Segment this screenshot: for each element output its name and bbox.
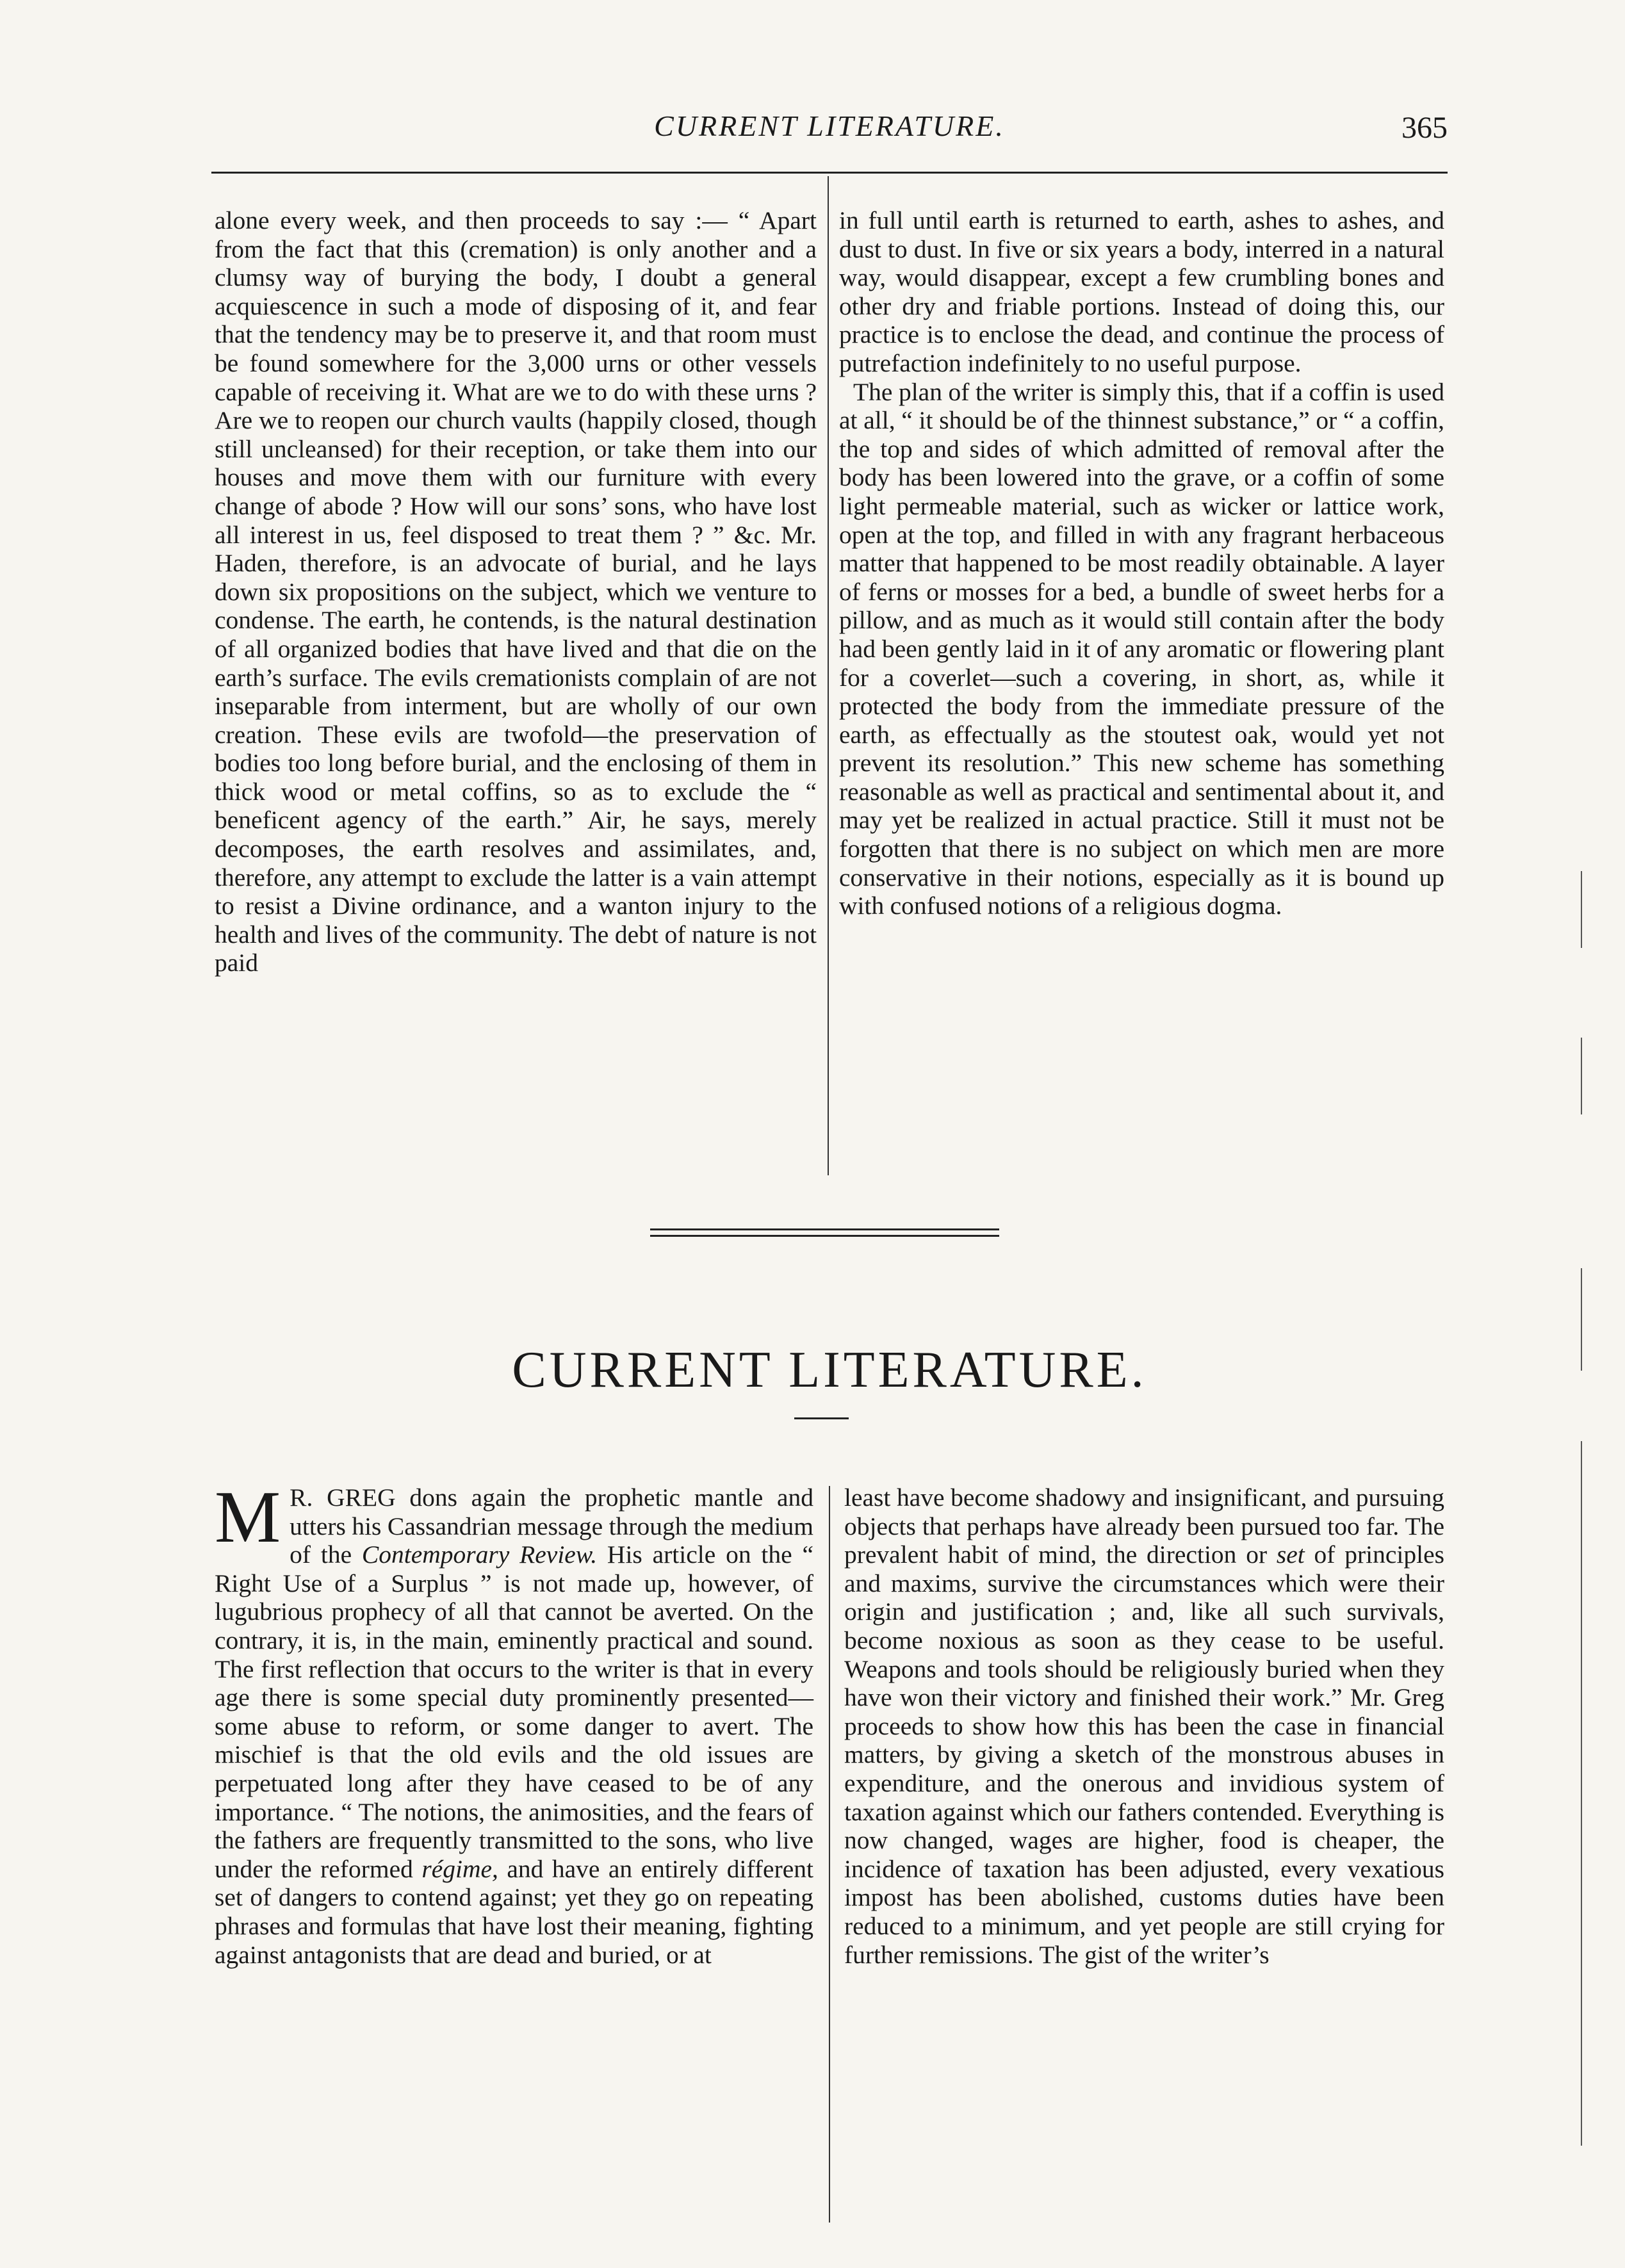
italic-term: set bbox=[1276, 1540, 1305, 1569]
header-rule bbox=[211, 172, 1448, 174]
text-run: R. GREG dons again the prophetic mantle and utters his Cassandrian message through the medium of the bbox=[290, 1483, 813, 1569]
lower-left-column bbox=[215, 1476, 813, 1969]
drop-cap: M bbox=[215, 1476, 281, 1558]
italic-term: régime, bbox=[421, 1854, 498, 1883]
text-run: of principles and maxims, survive the circumstances which were their origin and justification ; and, like all such survivals, become noxious as soon as they cease to be useful. Weapons and tools should be religiously buried when they have won their victory and finished their work.” Mr. Greg proceeds to show how this has been the case in financial matters, by giving a sketch of the monstrous abuses in expenditure, and the onerous and invidious system of taxation against which our fathers contended. Everything is now changed, wages are higher, food is cheaper, the incidence of taxation has been adjusted, every vexatious impost has been abolished, customs duties have been reduced to a minimum, and yet people are still crying for further remissions. The gist of the writer’s bbox=[844, 1540, 1444, 1969]
upper-left-column bbox=[215, 206, 817, 977]
text-run: least have become shadowy and insignificant, and pursuing objects that perhaps have already been pursued too far. The prevalent habit of mind, the direction or bbox=[844, 1483, 1444, 1569]
journal-title: Contemporary Review. bbox=[361, 1540, 598, 1569]
column-divider bbox=[828, 176, 829, 1175]
running-head-title: CURRENT LITERATURE. bbox=[654, 110, 1005, 142]
upper-right-column bbox=[839, 206, 1444, 920]
section-rule-bottom bbox=[650, 1235, 999, 1237]
title-rule bbox=[794, 1417, 849, 1419]
lower-right-column bbox=[844, 1483, 1444, 1969]
paragraph bbox=[215, 1476, 813, 1969]
margin-mark bbox=[1581, 1038, 1582, 1114]
text-run: His article on the “ Right Use of a Surplus ” is not made up, however, of lugubrious prophecy of all that cannot be averted. On the contrary, it is, in the main, eminently practical and sound. The first reflection that occurs to the writer is that in every age there is some special duty prominently presented—some abuse to reform, or some danger to avert. The mischief is that the old evils and the old issues are perpetuated long after they have ceased to be of any importance. “ The notions, the animosities, and the fears of the fathers are frequently transmitted to the sons, who live under the reformed bbox=[215, 1540, 813, 1883]
paragraph: alone every week, and then proceeds to say :— “ Apart from the fact that this (cremation) is only another and a clumsy way of burying the body, I doubt a general acquiescence in such a mode of disposing of it, and fear that the tendency may be to preserve it, and that room must be found somewhere for the 3,000 urns or other vessels capable of receiving it. What are we to do with these urns ? Are we to reopen our church vaults (happily closed, though still uncleansed) for their reception, or take them into our houses and move them with our furniture with every change of abode ? How will our sons’ sons, who have lost all interest in us, feel disposed to treat them ? ” &c. Mr. Haden, therefore, is an advocate of burial, and he lays down six propositions on the subject, which we venture to condense. The earth, he contends, is the natural destination of all organized bodies that have lived and that die on the earth’s surface. The evils cremationists complain of are not inseparable from interment, but are wholly of our own creation. These evils are twofold—the preservation of bodies too long before burial, and the enclosing of them in thick wood or metal coffins, so as to exclude the “ beneficent agency of the earth.” Air, he says, merely decomposes, the earth resolves and assimilates, and, therefore, any attempt to exclude the latter is a vain attempt to resist a Divine ordinance, and a wanton injury to the health and lives of the community. The debt of nature is not paid bbox=[215, 206, 817, 977]
section-title: CURRENT LITERATURE. bbox=[512, 1341, 1147, 1398]
section-rule-top bbox=[650, 1228, 999, 1230]
text-run: and have an entirely different set of dangers to contend against; yet they go on repeating phrases and formulas that have lost their meaning, fighting against antagonists that are dead and buried, or at bbox=[215, 1854, 813, 1969]
margin-mark bbox=[1581, 871, 1582, 948]
running-head bbox=[211, 109, 1448, 154]
margin-mark bbox=[1581, 1268, 1582, 1371]
paragraph: The plan of the writer is simply this, that if a coffin is used at all, “ it should be of the thinnest substance,” or “ a coffin, the top and sides of which admitted of removal after the body has been lowered into the grave, or a coffin of some light permeable material, such as wicker or lattice work, open at the top, and filled in with any fragrant herbaceous matter that happened to be most readily obtainable. A layer of ferns or mosses for a bed, a bundle of sweet herbs for a pillow, and as much as it would still contain after the body had been gently laid in it of any aromatic or flowering plant for a coverlet—such a covering, in short, as, while it protected the body from the immediate pressure of the earth, as effectually as the stoutest oak, would yet not prevent its resolution.” This new scheme has something reasonable as well as practical and sentimental about it, and may yet be realized in actual practice. Still it must not be forgotten that there is no subject on which men are more conservative in their notions, especially as it is bound up with confused notions of a religious dogma. bbox=[839, 377, 1444, 920]
margin-mark bbox=[1581, 1441, 1582, 2146]
paragraph bbox=[844, 1483, 1444, 1969]
column-divider bbox=[829, 1486, 830, 2223]
paragraph: in full until earth is returned to earth, ashes to ashes, and dust to dust. In five or six years a body, interred in a natural way, would disappear, except a few crumbling bones and other dry and friable portions. Instead of doing this, our practice is to enclose the dead, and continue the process of putrefaction indefinitely to no useful purpose. bbox=[839, 206, 1444, 377]
page-number: 365 bbox=[1401, 111, 1448, 145]
